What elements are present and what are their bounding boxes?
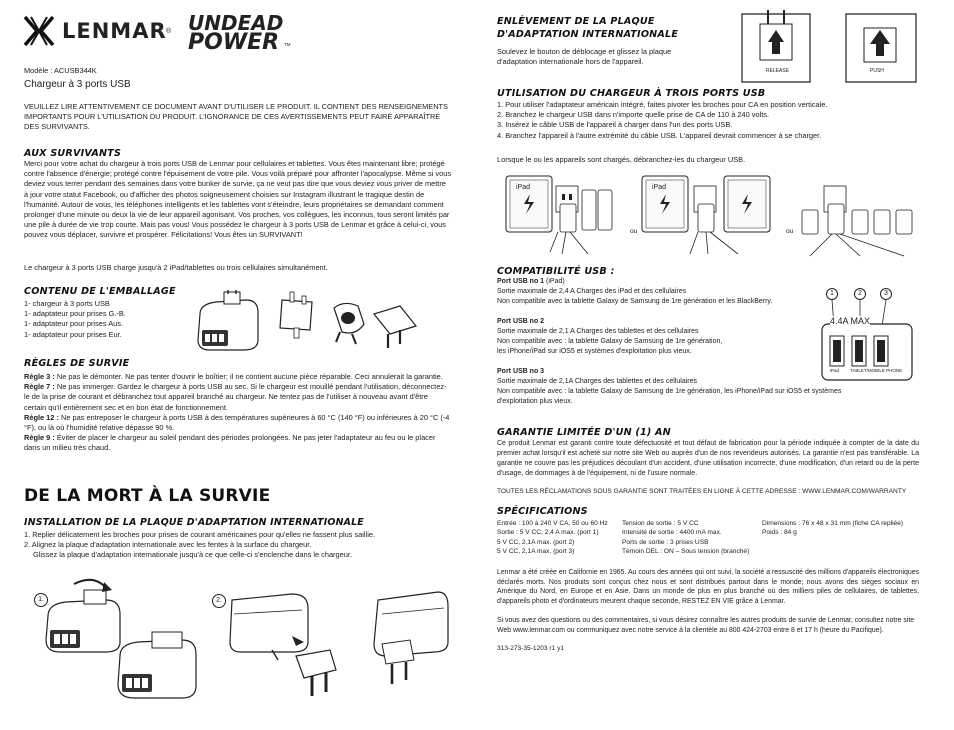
package-item: 1- adaptateur pour prises G.-B. — [24, 309, 126, 319]
release-step-a — [742, 10, 810, 82]
port-diagram — [820, 286, 920, 384]
usage-step: 3. Insérez le câble USB de l'appareil à charger dans l'un des ports USB. — [497, 120, 733, 130]
specs-col-1: Entrée : 100 à 240 V CA, 50 ou 60 Hz Sortie : 5 V CC, 2,4 A max. (port 1) 5 V CC, 2,1A max. (port 2) 5 V CC, 2,1A max. (port 3) — [497, 520, 608, 556]
doc-code: 313-273-35-1203 r1 y1 — [497, 645, 565, 652]
or-label-1: ou — [630, 228, 638, 235]
port-number-3: 3 — [880, 288, 892, 300]
rules-list — [24, 372, 452, 454]
max-label: 4.4A MAX — [830, 316, 871, 326]
config-two-tablets-illustration — [498, 170, 920, 266]
survivors-title: AUX SURVIVANTS — [24, 148, 122, 159]
trademark: TM — [284, 42, 291, 47]
removal-title-2: D'ADAPTATION INTERNATIONALE — [497, 29, 679, 40]
usage-step: 2. Branchez le chargeur USB dans n'importe quelle prise de CA de 110 à 240 volts. — [497, 110, 770, 120]
rules-title: RÈGLES DE SURVIE — [24, 358, 130, 369]
model-number: Modèle : ACUSB344K — [24, 66, 97, 75]
package-list — [24, 299, 194, 340]
aus-adapter-illustration — [334, 303, 364, 344]
about-text: Lenmar a été créée en Californie en 1965. Au cours des années qui ont suivi, la société a ressuscité des millions d'appareils électroniques déclarés morts. Nos produits sont conçus chez nous et sont distribués partout dans le monde; nous avons des sièges sociaux en Amérique du Nord, en Europe et en Asie. Dans un monde de plus en plus branché où des milliers piles de cellulaires, de tablettes, d'appareils photo et d'ordinateurs meurent chaque seconde, RESTEZ EN VIE grâce à Lenmar. — [497, 569, 919, 605]
ipad-label-2: iPad — [652, 184, 667, 191]
package-contents-illustration — [194, 290, 442, 352]
brand-name: LENMAR — [62, 19, 167, 43]
survivors-body: Merci pour votre achat du chargeur à trois ports USB de Lenmar pour cellulaires et tablettes. Vous êtes maintenant libre; protégé contre l'absence d'énergie; protégé contre l'épuisement de votre pile. Vous voilà préparé pour affronter l'apocalypse. Même si vous deviez vous terrer pendant des semaines dans votre bunker de survie, ça ne veut pas dire que vous deviez vous priver de mettre à jour votre statut Facebook, ou d'afficher des photos soigneusement choisies sur Instagram illustrant le tragique destin de l'humanité. Autour de vous, les téléphones intelligents et les tablettes vont s'éteindre, leurs propriétaires se demandant comment prolonger d'une minute ou deux la vie de leur appareil agonisant. Vos proches, vos collègues, les inconnus, tous seront limités par une pile à durée de vie trop courte. Mais pas vous! Vous possédez le chargeur à 3 ports USB de Lenmar et grâce à celui-ci, vous pouvez vous déplacer, survivre et prospérer. Félicitations! Vous êtes un SURVIVANT! — [24, 159, 452, 240]
rule-item: Règle 7 : Ne pas immerger. Gardez le chargeur à ports USB au sec. Si le chargeur est mouillé pendant l'utilisation, déconnectez-le de la prise de courant et débranchez tout appareil branché au chargeur. Ne tentez pas de l'utiliser à nouveau avant d'être certain qu'il entièrement sec et en bon état de fonctionnement. — [24, 382, 447, 412]
package-item: 1- chargeur à 3 ports USB — [24, 299, 110, 308]
or-label-2: ou — [786, 228, 794, 235]
adapter-attach-illustration — [212, 580, 452, 704]
lenmar-x-icon — [22, 14, 56, 48]
product-line-2: POWER — [188, 30, 280, 55]
package-item: 1- adaptateur pour prises Eur. — [24, 329, 122, 339]
contact-text: Si vous avez des questions ou des commentaires, si vous désirez connaître les autres produits de survie de Lenmar, consultez notre site Web www.lenmar.com ou communiquez avec notre service à la clientèle au 800 424-2703 entre 8 et 17 h (heure du Pacifique). — [497, 617, 915, 634]
rule-item: Règle 9 : Éviter de placer le chargeur au soleil pendant des périodes prolongées. Ne pas jeter l'adaptateur au feu ou le placer dans un milieu très chaud. — [24, 433, 436, 453]
figure-number-1: 1. — [34, 593, 48, 607]
eur-adapter-illustration — [374, 306, 416, 348]
specs-col-2: Tension de sortie : 5 V CC Intensité de sortie : 4400 mA max. Ports de sortie : 3 prises USB Témoin DEL : ON – Sous tension (branché) — [622, 520, 750, 556]
install-steps — [24, 530, 452, 561]
removal-title-1: ENLÈVEMENT DE LA PLAQUE — [497, 16, 655, 27]
port-tag-tablet: TABLET/MOBILE PHONE — [850, 368, 903, 373]
survivors-note: Le chargeur à 3 ports USB charge jusqu'à 2 iPad/tablettes ou trois cellulaires simultanément. — [24, 263, 328, 272]
rule-item: Règle 3 : Ne pas le démonter. Ne pas tenter d'ouvrir le boîtier; il ne contient aucune pièce réparable. Ceci annulerait la garantie. — [24, 372, 443, 381]
release-tag: RELEASE — [766, 68, 790, 74]
usage-steps — [497, 100, 919, 141]
install-title: INSTALLATION DE LA PLAQUE D'ADAPTATION INTERNATIONALE — [24, 517, 364, 528]
port-tag-ipad: iPad — [830, 368, 840, 373]
push-tag: PUSH — [870, 68, 884, 74]
install-step: 2. Alignez la plaque d'adaptation internationale avec les fentes à la surface du chargeur. — [24, 540, 312, 550]
charger-fold-illustration — [34, 576, 220, 702]
usage-step: 4. Branchez l'appareil à l'autre extrémité du câble USB. L'appareil devrait commencer à se charger. — [497, 130, 822, 140]
compat-port-3: Port USB no 3 Sortie maximale de 2,1A Charges des tablettes et des cellulaires Non compatible avec : la tablette Galaxy de Samsung de 1re génération, les iPhone/iPad sur iOS5 et systèmes d'exploitation plus vieux. — [497, 368, 842, 405]
compat-port-2: Port USB no 2 Sortie maximale de 2,1 A Charges des tablettes et des cellulaires Non compatible avec : la tablette Galaxy de Samsung de 1re génération, les iPhone/iPad sur iOS5 et systèmes d'exploitation plus vieux. — [497, 318, 723, 355]
install-figure-1 — [34, 576, 220, 702]
figure-number-2: 2. — [212, 594, 226, 608]
usage-step: 1. Pour utiliser l'adaptateur américain intégré, faites pivoter les broches pour CA en position verticale. — [497, 100, 828, 109]
specs-col-3: Dimensions : 76 x 48 x 31 mm (fiche CA repliée) Poids : 84 g — [762, 520, 904, 537]
specs-title: SPÉCIFICATIONS — [497, 506, 588, 517]
install-figure-2 — [212, 580, 452, 704]
port-number-1: 1 — [826, 288, 838, 300]
product-name: Chargeur à 3 ports USB — [24, 79, 131, 90]
compat-title: COMPATIBILITÉ USB : — [497, 266, 615, 277]
warranty-body: Ce produit Lenmar est garanti contre toute défectuosité et tout défaut de fabrication pour la période indiquée à compter de la date du premier achat lorsqu'il est acheté sur notre site Web ou auprès d'un de nos revendeurs autorisés. La garantie n'est pas transférable. La garantie ne couvre pas les préjudices découlant d'un accident, d'une utilisation incorrecte, d'une modification, d'un retard ou de la perte d'usage, de dommages à de l'équipement, ni de l'usure normale. — [497, 440, 919, 477]
package-item: 1- adaptateur pour prises Aus. — [24, 319, 124, 329]
warning-text: VEUILLEZ LIRE ATTENTIVEMENT CE DOCUMENT AVANT D'UTILISER LE PRODUIT. IL CONTIENT DES RENSEIGNEMENTS IMPORTANTS POUR L'UTILISATION DU PRODUIT. L'IGNORANCE DE CES AVERTISSEMENTS PEUT FAIRE APPARAÎTRE DES SURVIVANTS. — [24, 102, 448, 132]
config-3 — [802, 186, 912, 256]
product-line-1: UNDEAD — [188, 11, 284, 35]
usage-title: UTILISATION DU CHARGEUR À TROIS PORTS USB — [497, 88, 766, 99]
removal-illustration — [730, 6, 930, 86]
install-step: 1. Replier délicatement les broches pour prises de courant américaines pour qu'elles ne fassent plus saillie. — [24, 530, 376, 539]
package-title: CONTENU DE L'EMBALLAGE — [24, 286, 176, 297]
usage-diagram — [498, 170, 920, 266]
usage-note: Lorsque le ou les appareils sont chargés, débranchez-les du chargeur USB. — [497, 155, 746, 164]
compat-port-1: Port USB no 1 (iPad) Sortie maximale de 2,4 A Charges des iPad et des cellulaires Non compatible avec la tablette Galaxy de Samsung de 1re génération et les BlackBerry. — [497, 278, 773, 305]
install-step: Glissez la plaque d'adaptation internationale jusqu'à ce que celle-ci s'enclenche dans le chargeur. — [33, 550, 352, 560]
registered-mark: ® — [166, 28, 172, 35]
release-step-b — [846, 14, 916, 82]
uk-adapter-illustration — [280, 292, 312, 338]
removal-body: Soulevez le bouton de déblocage et glissez la plaque d'adaptation internationale hors de l'appareil. — [497, 47, 672, 67]
undead-power-logo — [188, 11, 298, 55]
lenmar-logo — [22, 14, 174, 48]
big-title: DE LA MORT À LA SURVIE — [24, 486, 271, 506]
warranty-claims: TOUTES LES RÉCLAMATIONS SOUS GARANTIE SONT TRAITÉES EN LIGNE À CETTE ADRESSE : WWW.LENMAR.COM/WARRANTY — [497, 488, 907, 495]
rule-item: Règle 12 : Ne pas entreposer le chargeur à ports USB à des températures supérieures à 60 °C (140 °F) ou inférieures à 20 °C (-4 °F), ou là où l'humidité relative dépasse 90 %. — [24, 412, 450, 433]
ipad-label-1: iPad — [516, 184, 531, 191]
port-number-2: 2 — [854, 288, 866, 300]
charger-illustration — [198, 290, 258, 350]
warranty-title: GARANTIE LIMITÉE D'UN (1) AN — [497, 427, 671, 438]
